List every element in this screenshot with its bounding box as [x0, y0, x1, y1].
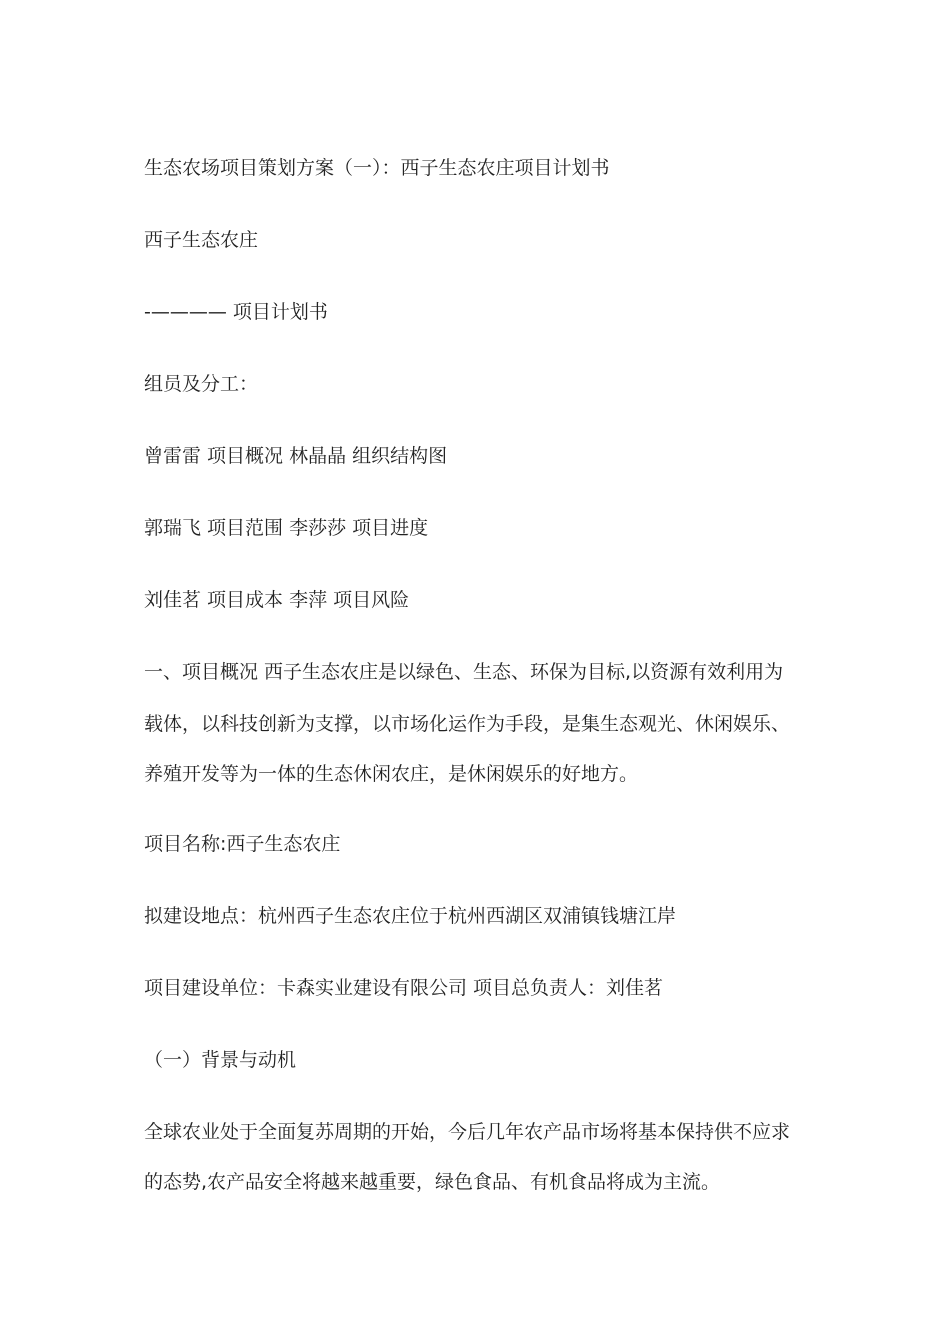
- overview-paragraph-line: 养殖开发等为一体的生态休闲农庄，是休闲娱乐的好地方。: [144, 763, 639, 785]
- farm-name-heading: 西子生态农庄: [144, 229, 259, 251]
- project-name-line: 项目名称:西子生态农庄: [144, 833, 341, 855]
- team-heading: 组员及分工：: [144, 373, 259, 395]
- section-heading: （一）背景与动机: [144, 1049, 297, 1071]
- background-paragraph-line: 的态势,农产品安全将越来越重要，绿色食品、有机食品将成为主流。: [144, 1171, 721, 1193]
- team-member-line: 郭瑞飞 项目范围 李莎莎 项目进度: [144, 517, 429, 539]
- project-unit-line: 项目建设单位：卡森实业建设有限公司 项目总负责人：刘佳茗: [144, 977, 664, 999]
- background-paragraph-line: 全球农业处于全面复苏周期的开始，今后几年农产品市场将基本保持供不应求: [144, 1121, 791, 1143]
- overview-paragraph-line: 一、项目概况 西子生态农庄是以绿色、生态、环保为目标,以资源有效利用为: [144, 661, 784, 683]
- overview-paragraph-line: 载体，以科技创新为支撑，以市场化运作为手段，是集生态观光、休闲娱乐、: [144, 713, 791, 735]
- project-location-line: 拟建设地点：杭州西子生态农庄位于杭州西湖区双浦镇钱塘江岸: [144, 905, 677, 927]
- document-title: 生态农场项目策划方案（一）：西子生态农庄项目计划书: [144, 157, 610, 179]
- team-member-line: 刘佳茗 项目成本 李萍 项目风险: [144, 589, 410, 611]
- plan-subtitle: -———— 项目计划书: [144, 301, 328, 323]
- team-member-line: 曾雷雷 项目概况 林晶晶 组织结构图: [144, 445, 448, 467]
